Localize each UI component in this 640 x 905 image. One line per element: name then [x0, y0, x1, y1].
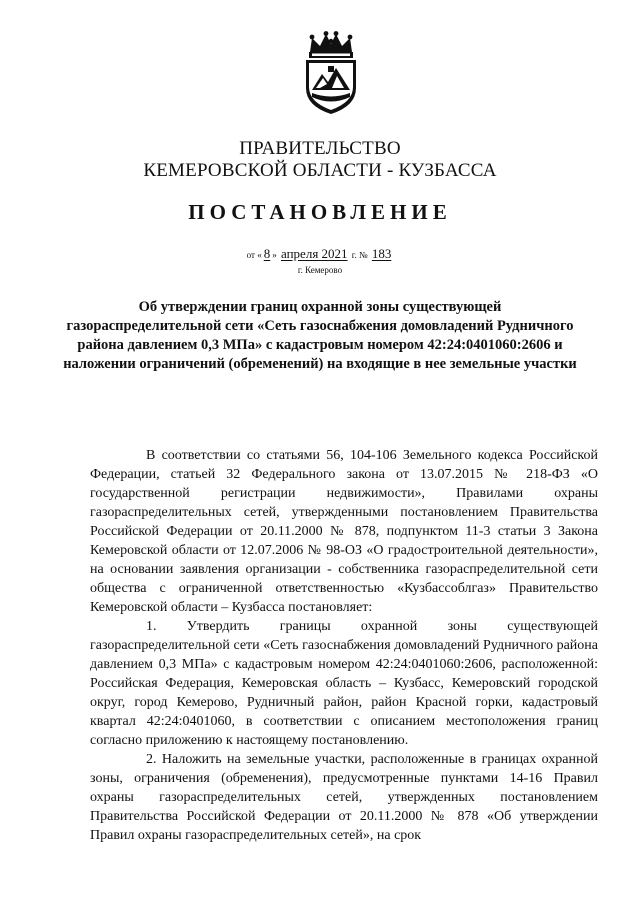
paragraph-preamble: В соответствии со статьями 56, 104-106 Земельного кодекса Российской Федерации, статьей 32 Федерального закона от 13.07.2015 № 218-ФЗ «О государственной регистрации недвижимости», Правилами охраны газораспределительных сетей, утвержденными постановлением Правительства Российской Федерации от 20.11.2000 № 878, подпунктом 11-3 статьи 3 Закона Кемеровской области от 12.07.2006 № 98-ОЗ «О градостроительной деятельности», на основании заявления организации - собственника газораспределительной сети общества с ограниченной ответственностью «Кузбассоблгаз» Правительство Кемеровской области – Кузбасса постановляет: [90, 448, 598, 615]
document-number: 183 [371, 246, 392, 261]
date-prefix: от « [246, 250, 262, 260]
paragraph-1: 1. Утвердить границы охранной зоны существующей газораспределительной сети «Сеть газоснабжения домовладений Рудничного района давлением 0,3 МПа» с кадастровым номером 42:24:0401060:2606, расположенной: Российская Федерация, Кемеровская область – Кузбасс, Кемеровский городской округ, город Кемерово, Рудничный район, район Красной горки, кадастровый квартал 42:24:0401060, в соответствии с описанием местоположения границ согласно приложению к настоящему постановлению. [90, 619, 598, 748]
government-name-line2: КЕМЕРОВСКОЙ ОБЛАСТИ - КУЗБАССА [143, 160, 497, 181]
city: г. Кемерово [297, 265, 343, 275]
date-day: 8 [263, 246, 271, 261]
date-year-suffix: г. [351, 250, 357, 260]
document-body [90, 446, 598, 845]
coat-of-arms-icon [298, 30, 364, 116]
date-sep: » [272, 250, 277, 260]
date-line [0, 246, 640, 262]
date-month-year: апреля 2021 [281, 246, 348, 261]
number-prefix: № [358, 250, 368, 260]
document-type: ПОСТАНОВЛЕНИЕ [188, 200, 452, 224]
document-title: Об утверждении границ охранной зоны существующей газораспределительной сети «Сеть газоснабжения домовладений Рудничного района давлением 0,3 МПа» с кадастровым номером 42:24:0401060:2606 и наложении ограничений (обременений) на входящие в нее земельные участки [63, 299, 577, 372]
paragraph-2: 2. Наложить на земельные участки, расположенные в границах охранной зоны, ограничения (обременения), предусмотренные пунктами 14-16 Правил охраны газораспределительных сетей, утвержденных постановлением Правительства Российской Федерации от 20.11.2000 № 878 «Об утверждении Правил охраны газораспределительных сетей», на срок [90, 752, 598, 843]
government-name-line1: ПРАВИТЕЛЬСТВО [239, 138, 401, 159]
